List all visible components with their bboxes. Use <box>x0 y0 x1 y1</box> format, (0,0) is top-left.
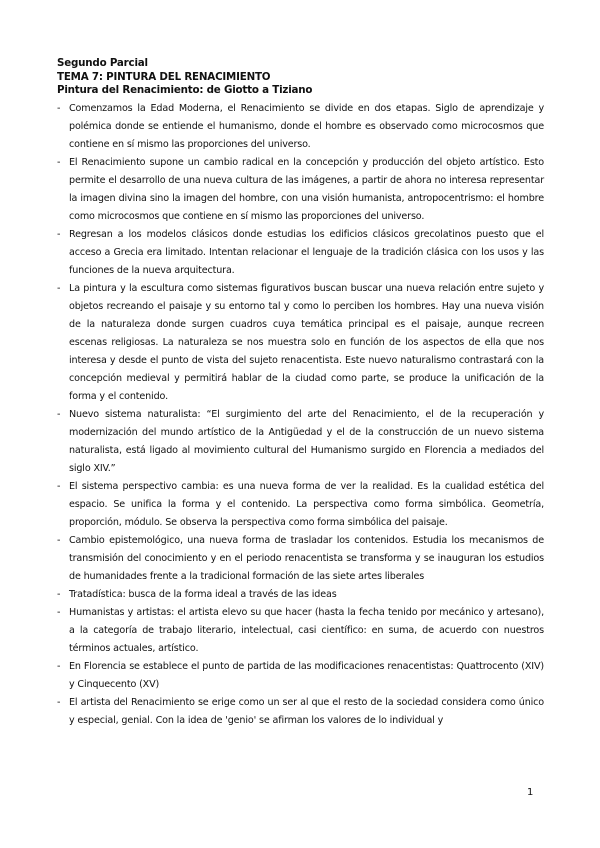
page-content <box>57 57 544 730</box>
bullet-item: - Tratadística: busca de la forma ideal a través de las ideas <box>57 586 544 604</box>
bullet-item: - En Florencia se establece el punto de partida de las modificaciones renacentistas: Quattrocento (XIV) y Cinquecento (XV) <box>57 658 544 694</box>
bullet-item: - Regresan a los modelos clásicos donde estudias los edificios clásicos grecolatinos puesto que el acceso a Grecia era limitado. Intentan relacionar el lenguaje de la tradición clásica con los usos y las funciones de la nueva arquitectura. <box>57 226 544 280</box>
bullet-item: - La pintura y la escultura como sistemas figurativos buscan buscar una nueva relación entre sujeto y objetos recreando el paisaje y su entorno tal y como lo perciben los hombres. Hay una nueva visión de la naturaleza donde surgen cuadros cuya temática principal es el paisaje, aunque recreen escenas religiosas. La naturaleza se nos muestra solo en función de los aspectos de ella que nos interesa y desde el punto de vista del sujeto renacentista. Este nuevo naturalismo contrastará con la concepción medieval y permitirá hablar de la ciudad como parte, se produce la unificación de la forma y el contenido. <box>57 280 544 406</box>
bullet-list <box>57 100 544 730</box>
bullet-item: - Comenzamos la Edad Moderna, el Renacimiento se divide en dos etapas. Siglo de aprendizaje y polémica donde se entiende el humanismo, donde el hombre es observado como microcosmos que contiene en sí mismo las proporciones del universo. <box>57 100 544 154</box>
topic-title: TEMA 7: PINTURA DEL RENACIMIENTO <box>57 70 271 83</box>
bullet-item: - Nuevo sistema naturalista: “El surgimiento del arte del Renacimiento, el de la recuperación y modernización del mundo artístico de la Antigüedad y el de la construcción de un nuevo sistema naturalista, está ligado al movimiento cultural del Humanismo surgido en Florencia a mediados del siglo XIV.” <box>57 406 544 478</box>
section-subtitle: Pintura del Renacimiento: de Giotto a Tiziano <box>57 84 313 96</box>
bullet-item: - El Renacimiento supone un cambio radical en la concepción y producción del objeto artístico. Esto permite el desarrollo de una nueva cultura de las imágenes, a partir de ahora no interesa representar la imagen divina sino la imagen del hombre, con una visión humanista, antropocentrismo: el hombre como microcosmos que contiene en sí mismo las proporciones del universo. <box>57 154 544 226</box>
bullet-item: - El sistema perspectivo cambia: es una nueva forma de ver la realidad. Es la cualidad estética del espacio. Se unifica la forma y el contenido. La perspectiva como forma simbólica. Geometría, proporción, módulo. Se observa la perspectiva como forma simbólica del paisaje. <box>57 478 544 532</box>
bullet-item: - Cambio epistemológico, una nueva forma de trasladar los contenidos. Estudia los mecanismos de transmisión del conocimiento y en el periodo renacentista se transforma y se inauguran los estudios de humanidades frente a la tradicional formación de las siete artes liberales <box>57 532 544 586</box>
document-header: Segundo Parcial <box>57 57 148 69</box>
bullet-item: - Humanistas y artistas: el artista elevo su que hacer (hasta la fecha tenido por mecánico y artesano), a la categoría de trabajo literario, intelectual, casi científico: en suma, de acuerdo con nuestros términos actuales, artístico. <box>57 604 544 658</box>
page-number: 1 <box>527 787 534 798</box>
bullet-item: - El artista del Renacimiento se erige como un ser al que el resto de la sociedad considera como único y especial, genial. Con la idea de 'genio' se afirman los valores de lo individual y <box>57 694 544 730</box>
